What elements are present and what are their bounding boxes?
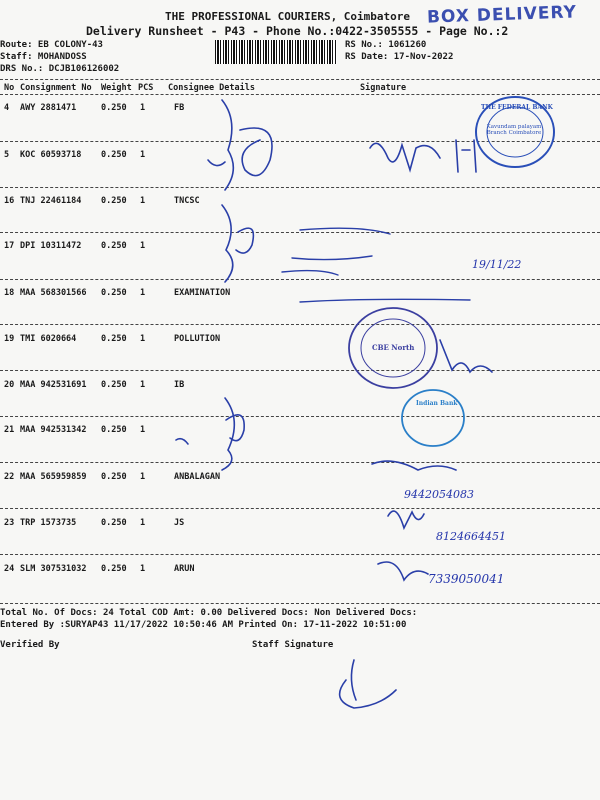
- bracket-ink: [222, 100, 233, 190]
- col-pcs: PCS: [138, 83, 154, 93]
- row-weight: 0.250: [101, 288, 127, 298]
- row-weight: 0.250: [101, 472, 127, 482]
- row-weight: 0.250: [101, 564, 127, 574]
- bank-branch-text: Kavundam palayam Branch Coimbatore: [486, 124, 542, 136]
- staff-label: Staff: MOHANDOSS: [0, 52, 87, 62]
- date-handwritten: 19/11/22: [472, 258, 522, 271]
- row-pcs: 1: [140, 150, 146, 160]
- row-cons: MAA 565959859: [20, 472, 87, 482]
- rs-date: RS Date: 17-Nov-2022: [345, 52, 454, 62]
- company-title: THE PROFESSIONAL COURIERS, Coimbatore: [165, 10, 411, 23]
- row-cons: TNJ 22461184: [20, 196, 82, 206]
- row-details: JS: [174, 518, 185, 528]
- row-pcs: 1: [140, 518, 146, 528]
- cbe-stamp-text: CBE North: [372, 343, 415, 352]
- col-consignee: Consignee Details: [168, 83, 255, 93]
- row-pcs: 1: [140, 472, 146, 482]
- rs-number: RS No.: 1061260: [345, 40, 427, 50]
- row-no: 24: [4, 564, 15, 574]
- row-pcs: 1: [140, 380, 146, 390]
- row-no: 17: [4, 241, 15, 251]
- row-weight: 0.250: [101, 518, 127, 528]
- row-cons: KOC 60593718: [20, 150, 82, 160]
- row-details: EXAMINATION: [174, 288, 231, 298]
- row-weight: 0.250: [101, 196, 127, 206]
- row-cons: MAA 942531691: [20, 380, 87, 390]
- indian-bank-stamp: [402, 390, 464, 446]
- row-details: ARUN: [174, 564, 195, 574]
- row-no: 22: [4, 472, 15, 482]
- row-no: 5: [4, 150, 10, 160]
- row-no: 20: [4, 380, 15, 390]
- col-no: No: [4, 83, 15, 93]
- phone-arun: 7339050041: [428, 572, 505, 586]
- row-no: 4: [4, 103, 10, 113]
- row-no: 23: [4, 518, 15, 528]
- row-weight: 0.250: [101, 425, 127, 435]
- verified-by: Verified By: [0, 640, 60, 650]
- row-no: 19: [4, 334, 15, 344]
- row-details: TNCSC: [174, 196, 200, 206]
- row-pcs: 1: [140, 196, 146, 206]
- staff-signature-label: Staff Signature: [252, 640, 334, 650]
- row-cons: TRP 1573735: [20, 518, 77, 528]
- col-consignment: Consignment No: [20, 83, 92, 93]
- row-pcs: 1: [140, 564, 146, 574]
- entered-by-line: Entered By :SURYAP43 11/17/2022 10:50:46 AM Printed On: 17-11-2022 10:51:00: [0, 620, 407, 630]
- row-details: IB: [174, 380, 185, 390]
- runsheet-title: Delivery Runsheet - P43 - Phone No.:0422-3505555 - Page No.:2: [86, 24, 509, 38]
- row-cons: AWY 2881471: [20, 103, 77, 113]
- staff-signature-ink: [340, 680, 396, 708]
- row-pcs: 1: [140, 425, 146, 435]
- row-cons: MAA 942531342: [20, 425, 87, 435]
- row-details: POLLUTION: [174, 334, 221, 344]
- row-details: FB: [174, 103, 185, 113]
- row-weight: 0.250: [101, 334, 127, 344]
- loop-ink: [240, 128, 272, 176]
- row-weight: 0.250: [101, 241, 127, 251]
- totals-line: Total No. Of Docs: 24 Total COD Amt: 0.00 Delivered Docs: Non Delivered Docs:: [0, 608, 418, 618]
- row-cons: SLM 307531032: [20, 564, 87, 574]
- row-no: 16: [4, 196, 15, 206]
- row-cons: MAA 568301566: [20, 288, 87, 298]
- drs-label: DRS No.: DCJB106126002: [0, 64, 120, 74]
- phone-js: 8124664451: [436, 530, 506, 543]
- row-pcs: 1: [140, 241, 146, 251]
- route-label: Route: EB COLONY-43: [0, 40, 103, 50]
- signature-row22: [372, 461, 456, 470]
- row-cons: TMI 6020664: [20, 334, 77, 344]
- row-pcs: 1: [140, 334, 146, 344]
- signature-row5: [370, 143, 440, 170]
- row-no: 18: [4, 288, 15, 298]
- col-weight: Weight: [101, 83, 132, 93]
- signature-row23: [388, 511, 424, 528]
- phone-anbalagan: 9442054083: [404, 488, 474, 501]
- signature-row19: [440, 340, 492, 372]
- row-weight: 0.250: [101, 103, 127, 113]
- row-details: ANBALAGAN: [174, 472, 221, 482]
- bank-stamp-text: THE FEDERAL BANK: [481, 104, 553, 111]
- row-pcs: 1: [140, 103, 146, 113]
- col-signature: Signature: [360, 83, 407, 93]
- row-cons: DPI 10311472: [20, 241, 82, 251]
- row-pcs: 1: [140, 288, 146, 298]
- signature-row24: [378, 562, 428, 580]
- box-delivery-stamp: BOX DELIVERY: [426, 2, 578, 28]
- row-weight: 0.250: [101, 380, 127, 390]
- row-weight: 0.250: [101, 150, 127, 160]
- indian-bank-text: Indian Bank: [416, 400, 458, 407]
- row-no: 21: [4, 425, 15, 435]
